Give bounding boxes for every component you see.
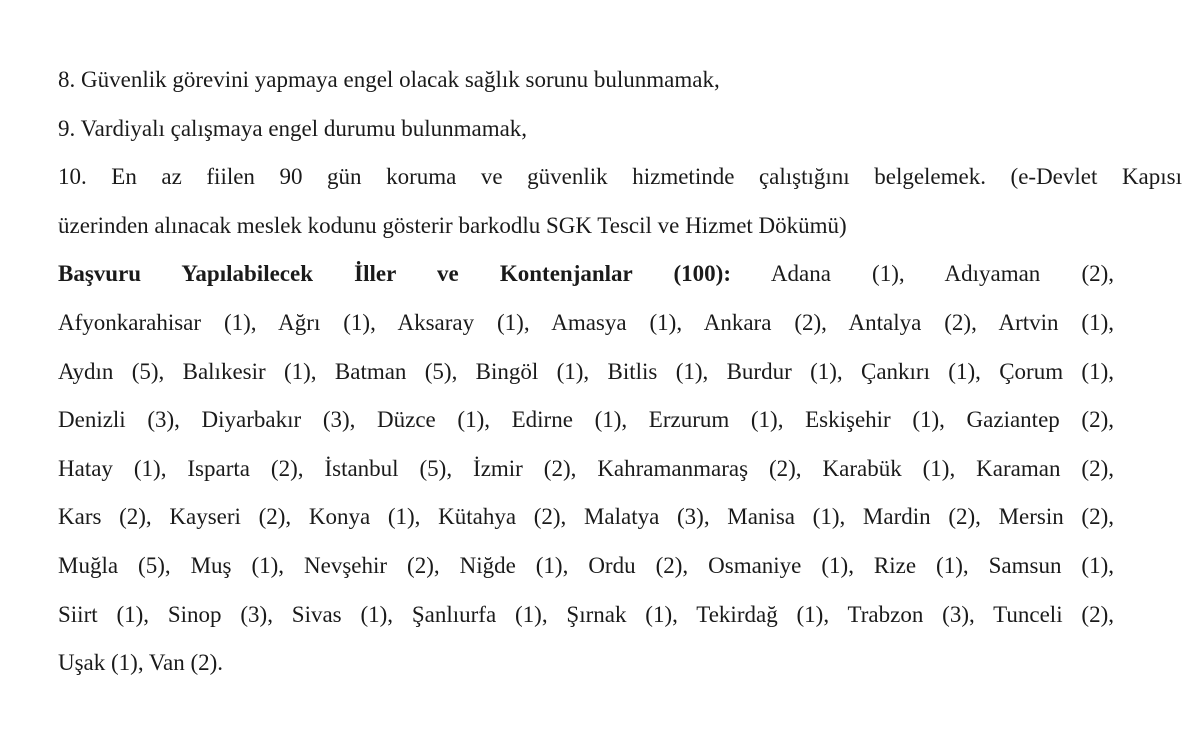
quota-line: Aydın (5), Balıkesir (1), Batman (5), Bingöl (1), Bitlis (1), Burdur (1), Çankırı (1), Çorum (1), — [58, 358, 1114, 384]
requirement-item-8: 8. Güvenlik görevini yapmaya engel olacak sağlık sorunu bulunmamak, — [58, 67, 720, 92]
requirement-item-10: 10. En az fiilen 90 gün koruma ve güvenlik hizmetinde çalıştığını belgelemek. (e-Devlet Kapısı — [58, 164, 1182, 190]
quota-line-last: Uşak (1), Van (2). — [58, 650, 224, 676]
quota-heading-line — [58, 250, 1114, 299]
quota-line: Denizli (3), Diyarbakır (3), Düzce (1), Edirne (1), Erzurum (1), Eskişehir (1), Gaziantep (2), — [58, 407, 1114, 433]
quota-line: Siirt (1), Sinop (3), Sivas (1), Şanlıurfa (1), Şırnak (1), Tekirdağ (1), Trabzon (3), Tunceli (2), — [58, 601, 1114, 627]
quota-line: Kars (2), Kayseri (2), Konya (1), Kütahya (2), Malatya (3), Manisa (1), Mardin (2), Mersin (2), — [58, 504, 1114, 530]
requirement-item-10-continuation: üzerinden alınacak meslek kodunu gösterir barkodlu SGK Tescil ve Hizmet Dökümü) — [58, 212, 847, 238]
requirement-item-9: 9. Vardiyalı çalışmaya engel durumu bulunmamak, — [58, 115, 528, 141]
quota-heading: Başvuru Yapılabilecek İller ve Kontenjanlar (100): — [58, 261, 731, 287]
quota-line: Afyonkarahisar (1), Ağrı (1), Aksaray (1), Amasya (1), Ankara (2), Antalya (2), Artvin (1), — [58, 309, 1114, 335]
quota-heading-rest: Adana (1), Adıyaman (2), — [770, 261, 1115, 287]
quota-line: Hatay (1), Isparta (2), İstanbul (5), İzmir (2), Kahramanmaraş (2), Karabük (1), Karaman (2), — [58, 455, 1114, 481]
quota-line: Muğla (5), Muş (1), Nevşehir (2), Niğde (1), Ordu (2), Osmaniye (1), Rize (1), Samsun (1), — [58, 552, 1114, 578]
document-page — [58, 56, 1182, 688]
